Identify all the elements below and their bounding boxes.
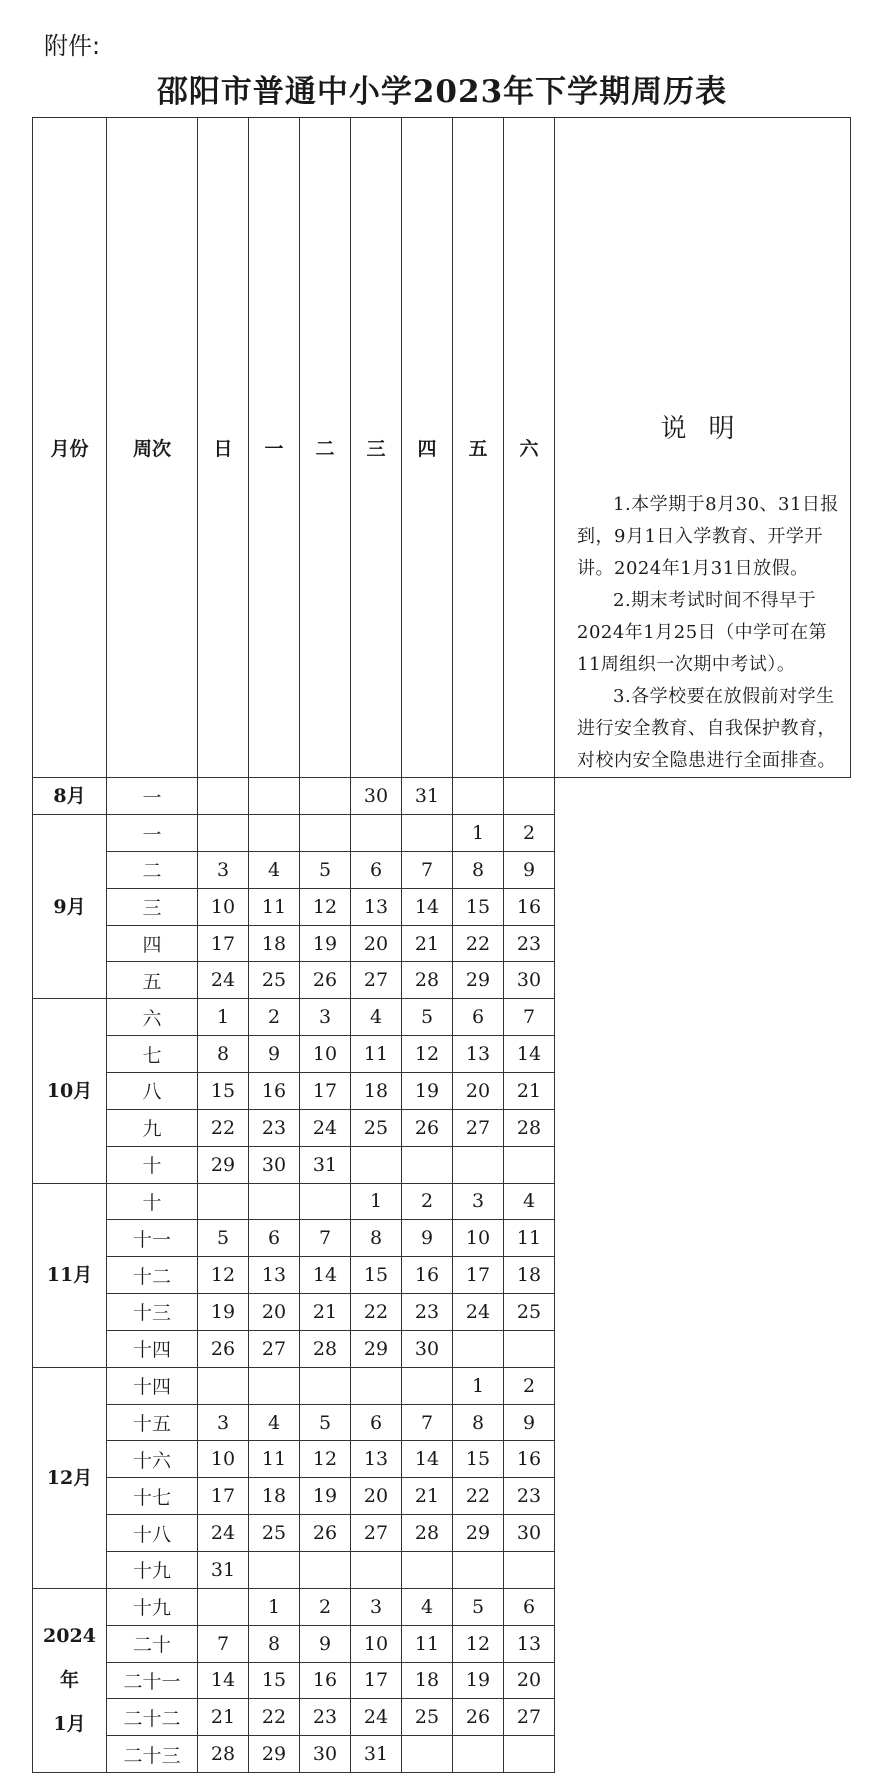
header-row bbox=[33, 118, 851, 778]
day-cell bbox=[453, 1330, 504, 1367]
day-cell: 12 bbox=[198, 1257, 249, 1294]
day-cell bbox=[453, 778, 504, 815]
day-cell: 3 bbox=[198, 851, 249, 888]
notes-panel bbox=[555, 118, 851, 778]
day-cell: 20 bbox=[249, 1294, 300, 1331]
day-cell: 13 bbox=[351, 1441, 402, 1478]
day-cell: 27 bbox=[249, 1330, 300, 1367]
table-row bbox=[33, 925, 851, 962]
day-cell: 16 bbox=[249, 1073, 300, 1110]
day-cell: 28 bbox=[504, 1109, 555, 1146]
day-cell bbox=[249, 1367, 300, 1404]
day-cell: 23 bbox=[504, 1478, 555, 1515]
day-cell: 24 bbox=[300, 1109, 351, 1146]
day-cell bbox=[504, 1551, 555, 1588]
header-sun: 日 bbox=[198, 118, 249, 778]
day-cell: 12 bbox=[300, 1441, 351, 1478]
week-number-cell: 九 bbox=[107, 1109, 198, 1146]
month-cell: 9月 bbox=[33, 815, 107, 999]
day-cell: 3 bbox=[198, 1404, 249, 1441]
day-cell: 15 bbox=[198, 1073, 249, 1110]
day-cell bbox=[249, 815, 300, 852]
day-cell: 24 bbox=[198, 1515, 249, 1552]
day-cell: 5 bbox=[402, 999, 453, 1036]
day-cell: 9 bbox=[300, 1625, 351, 1662]
day-cell bbox=[198, 1183, 249, 1220]
day-cell: 29 bbox=[249, 1736, 300, 1773]
day-cell bbox=[300, 778, 351, 815]
table-row bbox=[33, 1699, 851, 1736]
day-cell bbox=[198, 1367, 249, 1404]
day-cell: 14 bbox=[198, 1662, 249, 1699]
day-cell: 27 bbox=[453, 1109, 504, 1146]
table-row bbox=[33, 1551, 851, 1588]
table-row bbox=[33, 1036, 851, 1073]
day-cell: 1 bbox=[453, 815, 504, 852]
month-cell: 11月 bbox=[33, 1183, 107, 1367]
day-cell: 7 bbox=[300, 1220, 351, 1257]
day-cell: 17 bbox=[300, 1073, 351, 1110]
day-cell bbox=[249, 1183, 300, 1220]
day-cell: 25 bbox=[504, 1294, 555, 1331]
day-cell bbox=[504, 778, 555, 815]
day-cell: 13 bbox=[504, 1625, 555, 1662]
day-cell: 21 bbox=[504, 1073, 555, 1110]
day-cell: 23 bbox=[402, 1294, 453, 1331]
day-cell: 5 bbox=[300, 1404, 351, 1441]
day-cell: 17 bbox=[198, 925, 249, 962]
month-cell bbox=[33, 1588, 107, 1772]
day-cell: 22 bbox=[351, 1294, 402, 1331]
week-number-cell: 十一 bbox=[107, 1220, 198, 1257]
month-label-line: 年 bbox=[59, 1669, 79, 1692]
table-row bbox=[33, 888, 851, 925]
day-cell bbox=[300, 1367, 351, 1404]
day-cell: 12 bbox=[300, 888, 351, 925]
table-row bbox=[33, 1073, 851, 1110]
day-cell: 19 bbox=[300, 1478, 351, 1515]
day-cell: 19 bbox=[198, 1294, 249, 1331]
day-cell: 21 bbox=[402, 1478, 453, 1515]
day-cell: 6 bbox=[249, 1220, 300, 1257]
day-cell: 31 bbox=[351, 1736, 402, 1773]
week-number-cell: 一 bbox=[107, 815, 198, 852]
day-cell: 30 bbox=[402, 1330, 453, 1367]
table-row bbox=[33, 1478, 851, 1515]
table-row bbox=[33, 1220, 851, 1257]
day-cell bbox=[249, 778, 300, 815]
week-number-cell: 二十一 bbox=[107, 1662, 198, 1699]
table-row bbox=[33, 1625, 851, 1662]
week-number-cell: 十 bbox=[107, 1146, 198, 1183]
table-row bbox=[33, 778, 851, 815]
day-cell: 18 bbox=[351, 1073, 402, 1110]
table-row bbox=[33, 999, 851, 1036]
day-cell: 17 bbox=[453, 1257, 504, 1294]
day-cell: 6 bbox=[504, 1588, 555, 1625]
day-cell: 17 bbox=[198, 1478, 249, 1515]
day-cell: 26 bbox=[300, 962, 351, 999]
note-item: 3.各学校要在放假前对学生进行安全教育、自我保护教育，对校内安全隐患进行全面排查。 bbox=[577, 686, 836, 771]
day-cell bbox=[453, 1146, 504, 1183]
day-cell: 25 bbox=[249, 962, 300, 999]
day-cell bbox=[504, 1146, 555, 1183]
day-cell: 2 bbox=[402, 1183, 453, 1220]
day-cell: 29 bbox=[351, 1330, 402, 1367]
week-number-cell: 十八 bbox=[107, 1515, 198, 1552]
day-cell: 1 bbox=[453, 1367, 504, 1404]
week-number-cell: 十九 bbox=[107, 1588, 198, 1625]
week-number-cell: 七 bbox=[107, 1036, 198, 1073]
day-cell: 16 bbox=[300, 1662, 351, 1699]
day-cell bbox=[198, 778, 249, 815]
day-cell: 1 bbox=[351, 1183, 402, 1220]
day-cell: 8 bbox=[453, 851, 504, 888]
day-cell: 2 bbox=[300, 1588, 351, 1625]
day-cell: 8 bbox=[198, 1036, 249, 1073]
day-cell: 18 bbox=[249, 1478, 300, 1515]
day-cell: 24 bbox=[453, 1294, 504, 1331]
week-number-cell: 十三 bbox=[107, 1294, 198, 1331]
day-cell: 22 bbox=[198, 1109, 249, 1146]
day-cell: 10 bbox=[198, 1441, 249, 1478]
day-cell: 2 bbox=[504, 1367, 555, 1404]
week-number-cell: 一 bbox=[107, 778, 198, 815]
day-cell: 6 bbox=[351, 851, 402, 888]
notes-title: 说明 bbox=[660, 414, 757, 444]
table-row bbox=[33, 1330, 851, 1367]
day-cell: 14 bbox=[402, 888, 453, 925]
day-cell: 13 bbox=[249, 1257, 300, 1294]
day-cell: 15 bbox=[453, 1441, 504, 1478]
day-cell: 20 bbox=[351, 925, 402, 962]
day-cell: 21 bbox=[402, 925, 453, 962]
day-cell bbox=[300, 815, 351, 852]
week-number-cell: 十二 bbox=[107, 1257, 198, 1294]
day-cell: 21 bbox=[198, 1699, 249, 1736]
day-cell: 21 bbox=[300, 1294, 351, 1331]
day-cell: 26 bbox=[300, 1515, 351, 1552]
day-cell: 25 bbox=[402, 1699, 453, 1736]
day-cell: 30 bbox=[504, 1515, 555, 1552]
day-cell: 9 bbox=[402, 1220, 453, 1257]
week-number-cell: 十四 bbox=[107, 1367, 198, 1404]
day-cell: 20 bbox=[453, 1073, 504, 1110]
table-row bbox=[33, 1404, 851, 1441]
day-cell bbox=[351, 1551, 402, 1588]
day-cell: 12 bbox=[402, 1036, 453, 1073]
week-number-cell: 十九 bbox=[107, 1551, 198, 1588]
month-label-line: 1月 bbox=[53, 1713, 86, 1736]
month-cell: 10月 bbox=[33, 999, 107, 1183]
day-cell: 1 bbox=[249, 1588, 300, 1625]
day-cell: 28 bbox=[402, 962, 453, 999]
day-cell: 8 bbox=[351, 1220, 402, 1257]
day-cell: 10 bbox=[453, 1220, 504, 1257]
day-cell: 20 bbox=[351, 1478, 402, 1515]
day-cell: 5 bbox=[300, 851, 351, 888]
day-cell: 9 bbox=[504, 1404, 555, 1441]
day-cell: 10 bbox=[351, 1625, 402, 1662]
day-cell bbox=[198, 1588, 249, 1625]
day-cell: 26 bbox=[198, 1330, 249, 1367]
day-cell bbox=[453, 1736, 504, 1773]
day-cell: 14 bbox=[402, 1441, 453, 1478]
day-cell bbox=[402, 815, 453, 852]
week-number-cell: 二十三 bbox=[107, 1736, 198, 1773]
day-cell: 5 bbox=[453, 1588, 504, 1625]
day-cell: 13 bbox=[453, 1036, 504, 1073]
day-cell: 31 bbox=[198, 1551, 249, 1588]
day-cell bbox=[249, 1551, 300, 1588]
header-mon: 一 bbox=[249, 118, 300, 778]
day-cell: 4 bbox=[504, 1183, 555, 1220]
day-cell bbox=[351, 815, 402, 852]
day-cell: 11 bbox=[402, 1625, 453, 1662]
header-month: 月份 bbox=[33, 118, 107, 778]
day-cell: 4 bbox=[402, 1588, 453, 1625]
day-cell: 27 bbox=[504, 1699, 555, 1736]
week-number-cell: 六 bbox=[107, 999, 198, 1036]
day-cell: 11 bbox=[351, 1036, 402, 1073]
month-cell: 8月 bbox=[33, 778, 107, 815]
day-cell bbox=[300, 1183, 351, 1220]
day-cell: 24 bbox=[351, 1699, 402, 1736]
calendar-table bbox=[32, 117, 851, 1773]
table-row bbox=[33, 851, 851, 888]
day-cell bbox=[402, 1736, 453, 1773]
day-cell: 18 bbox=[504, 1257, 555, 1294]
table-row bbox=[33, 1146, 851, 1183]
day-cell: 30 bbox=[300, 1736, 351, 1773]
day-cell: 13 bbox=[351, 888, 402, 925]
day-cell: 19 bbox=[300, 925, 351, 962]
table-row bbox=[33, 1588, 851, 1625]
day-cell: 25 bbox=[249, 1515, 300, 1552]
day-cell: 31 bbox=[300, 1146, 351, 1183]
table-row bbox=[33, 815, 851, 852]
week-number-cell: 八 bbox=[107, 1073, 198, 1110]
header-week: 周次 bbox=[107, 118, 198, 778]
day-cell: 14 bbox=[300, 1257, 351, 1294]
day-cell: 26 bbox=[453, 1699, 504, 1736]
day-cell: 28 bbox=[300, 1330, 351, 1367]
day-cell: 16 bbox=[402, 1257, 453, 1294]
day-cell: 30 bbox=[504, 962, 555, 999]
day-cell: 20 bbox=[504, 1662, 555, 1699]
day-cell: 1 bbox=[198, 999, 249, 1036]
day-cell: 23 bbox=[249, 1109, 300, 1146]
note-item: 2.期末考试时间不得早于2024年1月25日（中学可在第11周组织一次期中考试）。 bbox=[577, 590, 828, 675]
table-row bbox=[33, 1257, 851, 1294]
day-cell: 4 bbox=[249, 851, 300, 888]
day-cell: 17 bbox=[351, 1662, 402, 1699]
day-cell: 4 bbox=[351, 999, 402, 1036]
day-cell: 25 bbox=[351, 1109, 402, 1146]
day-cell bbox=[300, 1551, 351, 1588]
day-cell bbox=[351, 1146, 402, 1183]
header-fri: 五 bbox=[453, 118, 504, 778]
day-cell: 10 bbox=[300, 1036, 351, 1073]
note-item: 1.本学期于8月30、31日报到，9月1日入学教育、开学开讲。2024年1月31日放假。 bbox=[577, 494, 839, 579]
day-cell: 23 bbox=[300, 1699, 351, 1736]
day-cell: 11 bbox=[504, 1220, 555, 1257]
week-number-cell: 十四 bbox=[107, 1330, 198, 1367]
day-cell: 8 bbox=[453, 1404, 504, 1441]
week-number-cell: 十 bbox=[107, 1183, 198, 1220]
page-title: 邵阳市普通中小学2023年下学期周历表 bbox=[156, 74, 728, 110]
day-cell: 2 bbox=[504, 815, 555, 852]
week-number-cell: 二十二 bbox=[107, 1699, 198, 1736]
day-cell: 11 bbox=[249, 1441, 300, 1478]
week-number-cell: 二 bbox=[107, 851, 198, 888]
day-cell: 3 bbox=[453, 1183, 504, 1220]
day-cell: 29 bbox=[453, 1515, 504, 1552]
day-cell: 27 bbox=[351, 1515, 402, 1552]
header-tue: 二 bbox=[300, 118, 351, 778]
day-cell: 3 bbox=[351, 1588, 402, 1625]
header-wed: 三 bbox=[351, 118, 402, 778]
day-cell: 15 bbox=[351, 1257, 402, 1294]
day-cell: 30 bbox=[351, 778, 402, 815]
day-cell: 10 bbox=[198, 888, 249, 925]
day-cell: 22 bbox=[453, 1478, 504, 1515]
day-cell: 14 bbox=[504, 1036, 555, 1073]
day-cell: 9 bbox=[249, 1036, 300, 1073]
day-cell: 6 bbox=[453, 999, 504, 1036]
table-row bbox=[33, 1109, 851, 1146]
day-cell: 19 bbox=[402, 1073, 453, 1110]
month-label-line: 2024 bbox=[43, 1625, 96, 1648]
day-cell: 12 bbox=[453, 1625, 504, 1662]
table-row bbox=[33, 1367, 851, 1404]
day-cell: 16 bbox=[504, 888, 555, 925]
day-cell: 7 bbox=[198, 1625, 249, 1662]
day-cell: 15 bbox=[249, 1662, 300, 1699]
day-cell: 15 bbox=[453, 888, 504, 925]
attachment-label: 附件: bbox=[44, 32, 101, 60]
day-cell: 18 bbox=[249, 925, 300, 962]
day-cell bbox=[198, 815, 249, 852]
day-cell: 7 bbox=[504, 999, 555, 1036]
day-cell bbox=[351, 1367, 402, 1404]
week-number-cell: 二十 bbox=[107, 1625, 198, 1662]
day-cell bbox=[504, 1736, 555, 1773]
week-number-cell: 三 bbox=[107, 888, 198, 925]
day-cell: 27 bbox=[351, 962, 402, 999]
day-cell: 26 bbox=[402, 1109, 453, 1146]
day-cell: 16 bbox=[504, 1441, 555, 1478]
week-number-cell: 十五 bbox=[107, 1404, 198, 1441]
day-cell bbox=[402, 1146, 453, 1183]
table-row bbox=[33, 1662, 851, 1699]
day-cell: 19 bbox=[453, 1662, 504, 1699]
day-cell: 6 bbox=[351, 1404, 402, 1441]
table-row bbox=[33, 1736, 851, 1773]
day-cell bbox=[402, 1367, 453, 1404]
day-cell: 3 bbox=[300, 999, 351, 1036]
table-row bbox=[33, 1294, 851, 1331]
header-sat: 六 bbox=[504, 118, 555, 778]
day-cell: 22 bbox=[453, 925, 504, 962]
day-cell: 7 bbox=[402, 1404, 453, 1441]
header-thu: 四 bbox=[402, 118, 453, 778]
day-cell: 11 bbox=[249, 888, 300, 925]
notes-list bbox=[577, 489, 840, 777]
day-cell: 30 bbox=[249, 1146, 300, 1183]
week-number-cell: 五 bbox=[107, 962, 198, 999]
day-cell bbox=[453, 1551, 504, 1588]
table-row bbox=[33, 1183, 851, 1220]
day-cell: 28 bbox=[402, 1515, 453, 1552]
day-cell bbox=[504, 1330, 555, 1367]
day-cell: 24 bbox=[198, 962, 249, 999]
day-cell: 2 bbox=[249, 999, 300, 1036]
day-cell: 22 bbox=[249, 1699, 300, 1736]
day-cell: 5 bbox=[198, 1220, 249, 1257]
day-cell: 28 bbox=[198, 1736, 249, 1773]
day-cell: 4 bbox=[249, 1404, 300, 1441]
day-cell: 31 bbox=[402, 778, 453, 815]
day-cell: 9 bbox=[504, 851, 555, 888]
day-cell: 8 bbox=[249, 1625, 300, 1662]
table-row bbox=[33, 962, 851, 999]
day-cell: 29 bbox=[453, 962, 504, 999]
day-cell: 7 bbox=[402, 851, 453, 888]
table-row bbox=[33, 1441, 851, 1478]
day-cell: 29 bbox=[198, 1146, 249, 1183]
week-number-cell: 四 bbox=[107, 925, 198, 962]
day-cell bbox=[402, 1551, 453, 1588]
table-row bbox=[33, 1515, 851, 1552]
week-number-cell: 十六 bbox=[107, 1441, 198, 1478]
month-cell: 12月 bbox=[33, 1367, 107, 1588]
day-cell: 23 bbox=[504, 925, 555, 962]
week-number-cell: 十七 bbox=[107, 1478, 198, 1515]
day-cell: 18 bbox=[402, 1662, 453, 1699]
